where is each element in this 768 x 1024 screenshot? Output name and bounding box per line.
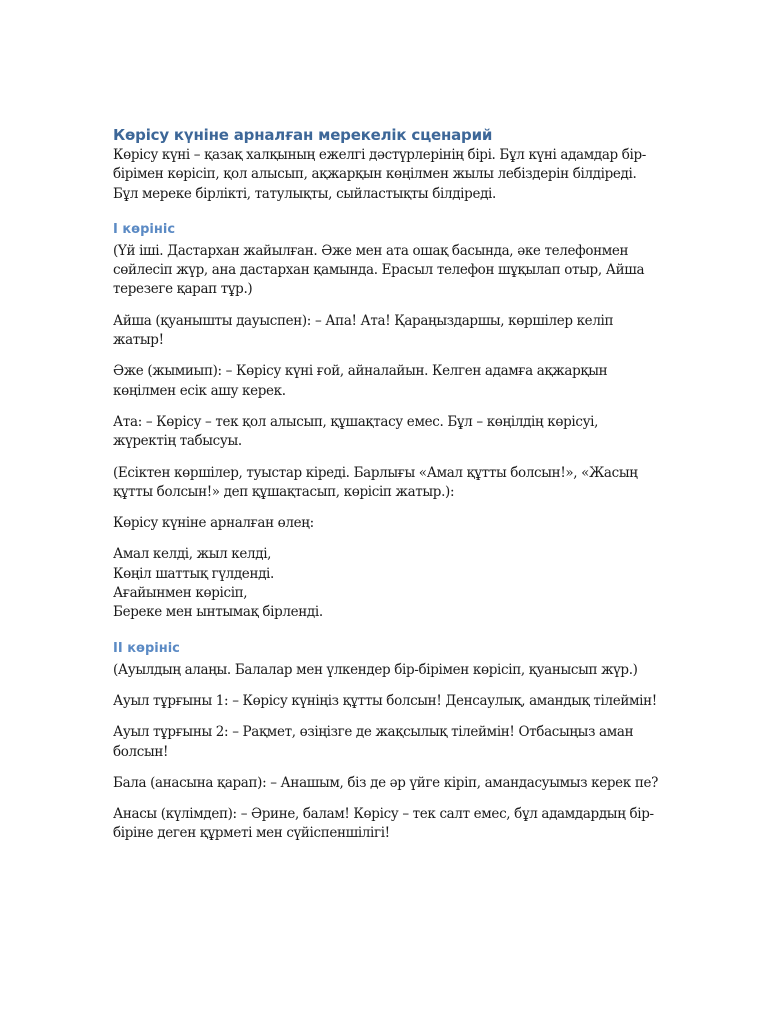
aisha-line: Айша (қуанышты дауыспен): – Апа! Ата! Қараңыздаршы, көршілер келіп жатыр! [113, 312, 614, 349]
scene-1-stage-direction: (Үй іші. Дастархан жайылған. Әже мен ата ошақ басында, әке телефонмен сөйлесіп жүр, ана дастархан қамында. Ерасыл телефон шұқылап отыр, Айша терезеге қарап тұр.) [113, 242, 645, 298]
poem-line: Ағайынмен көрісіп, [113, 585, 248, 602]
scene-1-stage-direction-2: (Есіктен көршілер, туыстар кіреді. Барлығы «Амал құтты болсын!», «Жасың құтты болсын!» деп құшақтасып, көрісіп жатыр.): [113, 464, 638, 500]
scene-2-stage-direction: (Ауылдың алаңы. Балалар мен үлкендер бір-бірімен көрісіп, қуанысып жүр.) [113, 661, 638, 678]
poem-line: Береке мен ынтымақ бірленді. [113, 604, 323, 621]
document-page [113, 124, 658, 844]
scene-1-heading: І көрініс [113, 221, 176, 237]
document-title: Көрісу күніне арналған мерекелік сценарий [113, 126, 493, 144]
poem-intro: Көрісу күніне арналған өлең: [113, 515, 314, 532]
poem [113, 545, 658, 622]
intro-paragraph: Көрісу күні – қазақ халқының ежелгі дәстүрлерінің бірі. Бұл күні адамдар бір-бірімен көрісіп, қол алысып, ақжарқын көңілмен жылы лебіздерін білдіреді. Бұл мереке бірлікті, татулықты, сыйластықты білдіреді. [113, 147, 647, 202]
villager-2-line: Ауыл тұрғыны 2: – Рақмет, өзіңізге де жақсылық тілеймін! Отбасыңыз аман болсын! [113, 724, 634, 760]
poem-line: Көңіл шаттық гүлденді. [113, 565, 274, 582]
child-line: Бала (анасына қарап): – Анашым, біз де әр үйге кіріп, амандасуымыз керек пе? [113, 774, 659, 791]
poem-line: Амал келді, жыл келді, [113, 546, 272, 563]
azhe-line: Әже (жымиып): – Көрісу күні ғой, айналайын. Келген адамға ақжарқын көңілмен есік ашу керек. [113, 363, 608, 399]
villager-1-line: Ауыл тұрғыны 1: – Көрісу күніңіз құтты болсын! Денсаулық, амандық тілеймін! [113, 692, 657, 709]
mother-line: Анасы (күлімдеп): – Әрине, балам! Көрісу – тек салт емес, бұл адамдардың бір-біріне деген құрметі мен сүйіспеншілігі! [113, 806, 654, 842]
scene-2-heading: ІІ көрініс [113, 640, 180, 656]
ata-line: Ата: – Көрісу – тек қол алысып, құшақтасу емес. Бұл – көңілдің көрісуі, жүректің табысуы. [113, 413, 599, 450]
